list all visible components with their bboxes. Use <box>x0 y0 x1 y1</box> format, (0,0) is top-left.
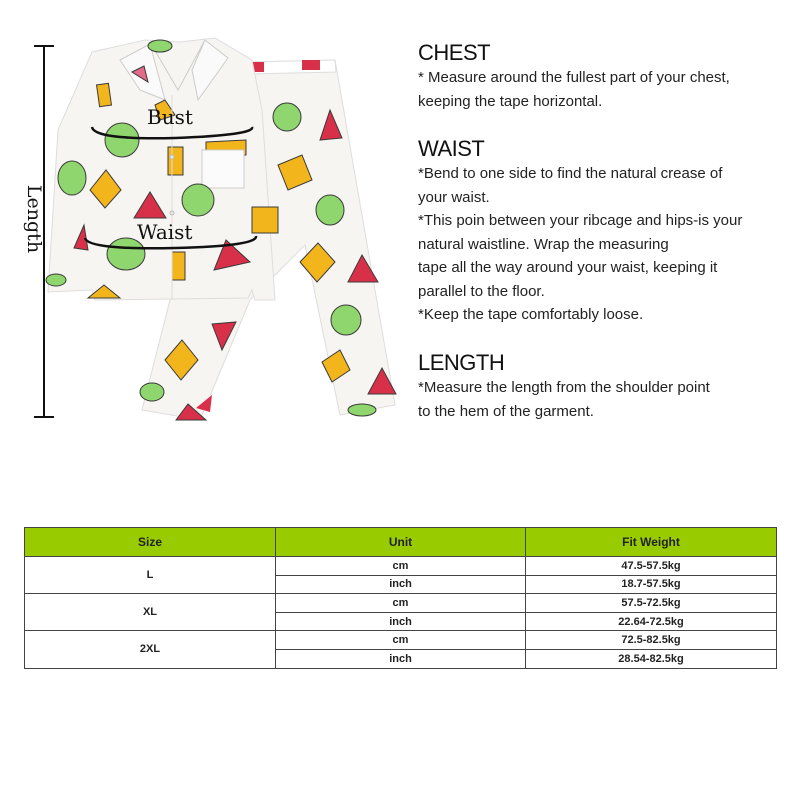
chest-line: keeping the tape horizontal. <box>418 92 603 110</box>
size-table <box>24 527 777 669</box>
fit-weight-cell: 28.54-82.5kg <box>526 649 777 668</box>
waist-line: natural waistline. Wrap the measuring <box>418 235 669 253</box>
length-section <box>418 350 710 423</box>
pajama-illustration <box>0 0 410 440</box>
length-label: Length <box>23 184 45 254</box>
table-row <box>25 594 777 613</box>
bust-label: Bust <box>147 105 193 129</box>
table-row <box>25 557 777 576</box>
column-header-size: Size <box>25 528 276 557</box>
size-cell: L <box>25 557 276 594</box>
length-title: LENGTH <box>418 350 505 375</box>
measurement-guide <box>410 0 800 440</box>
waist-section <box>418 136 742 327</box>
waist-label: Waist <box>137 220 193 244</box>
unit-cell: cm <box>276 557 526 576</box>
waist-line: tape all the way around your waist, keeping it <box>418 259 718 276</box>
table-header-row <box>25 528 777 557</box>
length-line: to the hem of the garment. <box>418 402 594 420</box>
fit-weight-cell: 47.5-57.5kg <box>526 557 777 576</box>
size-chart <box>24 527 776 669</box>
chest-title: CHEST <box>418 40 491 65</box>
unit-cell: cm <box>276 631 526 650</box>
waist-line: *This poin between your ribcage and hips-is your <box>418 212 743 229</box>
pajama-set-image <box>0 0 410 440</box>
unit-cell: inch <box>276 649 526 668</box>
waist-line: your waist. <box>418 188 490 206</box>
unit-cell: inch <box>276 575 526 594</box>
fit-weight-cell: 22.64-72.5kg <box>526 612 777 631</box>
fit-weight-cell: 18.7-57.5kg <box>526 575 777 594</box>
fit-weight-cell: 57.5-72.5kg <box>526 594 777 613</box>
fit-weight-cell: 72.5-82.5kg <box>526 631 777 650</box>
size-cell: XL <box>25 594 276 631</box>
waist-line: *Keep the tape comfortably loose. <box>418 306 644 323</box>
table-row <box>25 631 777 650</box>
unit-cell: inch <box>276 612 526 631</box>
unit-cell: cm <box>276 594 526 613</box>
length-line: *Measure the length from the shoulder point <box>418 379 710 396</box>
waist-line: *Bend to one side to find the natural crease of <box>418 165 723 182</box>
size-cell: 2XL <box>25 631 276 668</box>
column-header-fit-weight: Fit Weight <box>526 528 777 557</box>
chest-section <box>418 40 730 113</box>
shirt-graphic <box>46 38 278 300</box>
waist-title: WAIST <box>418 136 485 161</box>
waist-line: parallel to the floor. <box>418 282 545 300</box>
column-header-unit: Unit <box>276 528 526 557</box>
chest-line: * Measure around the fullest part of your chest, <box>418 69 730 86</box>
